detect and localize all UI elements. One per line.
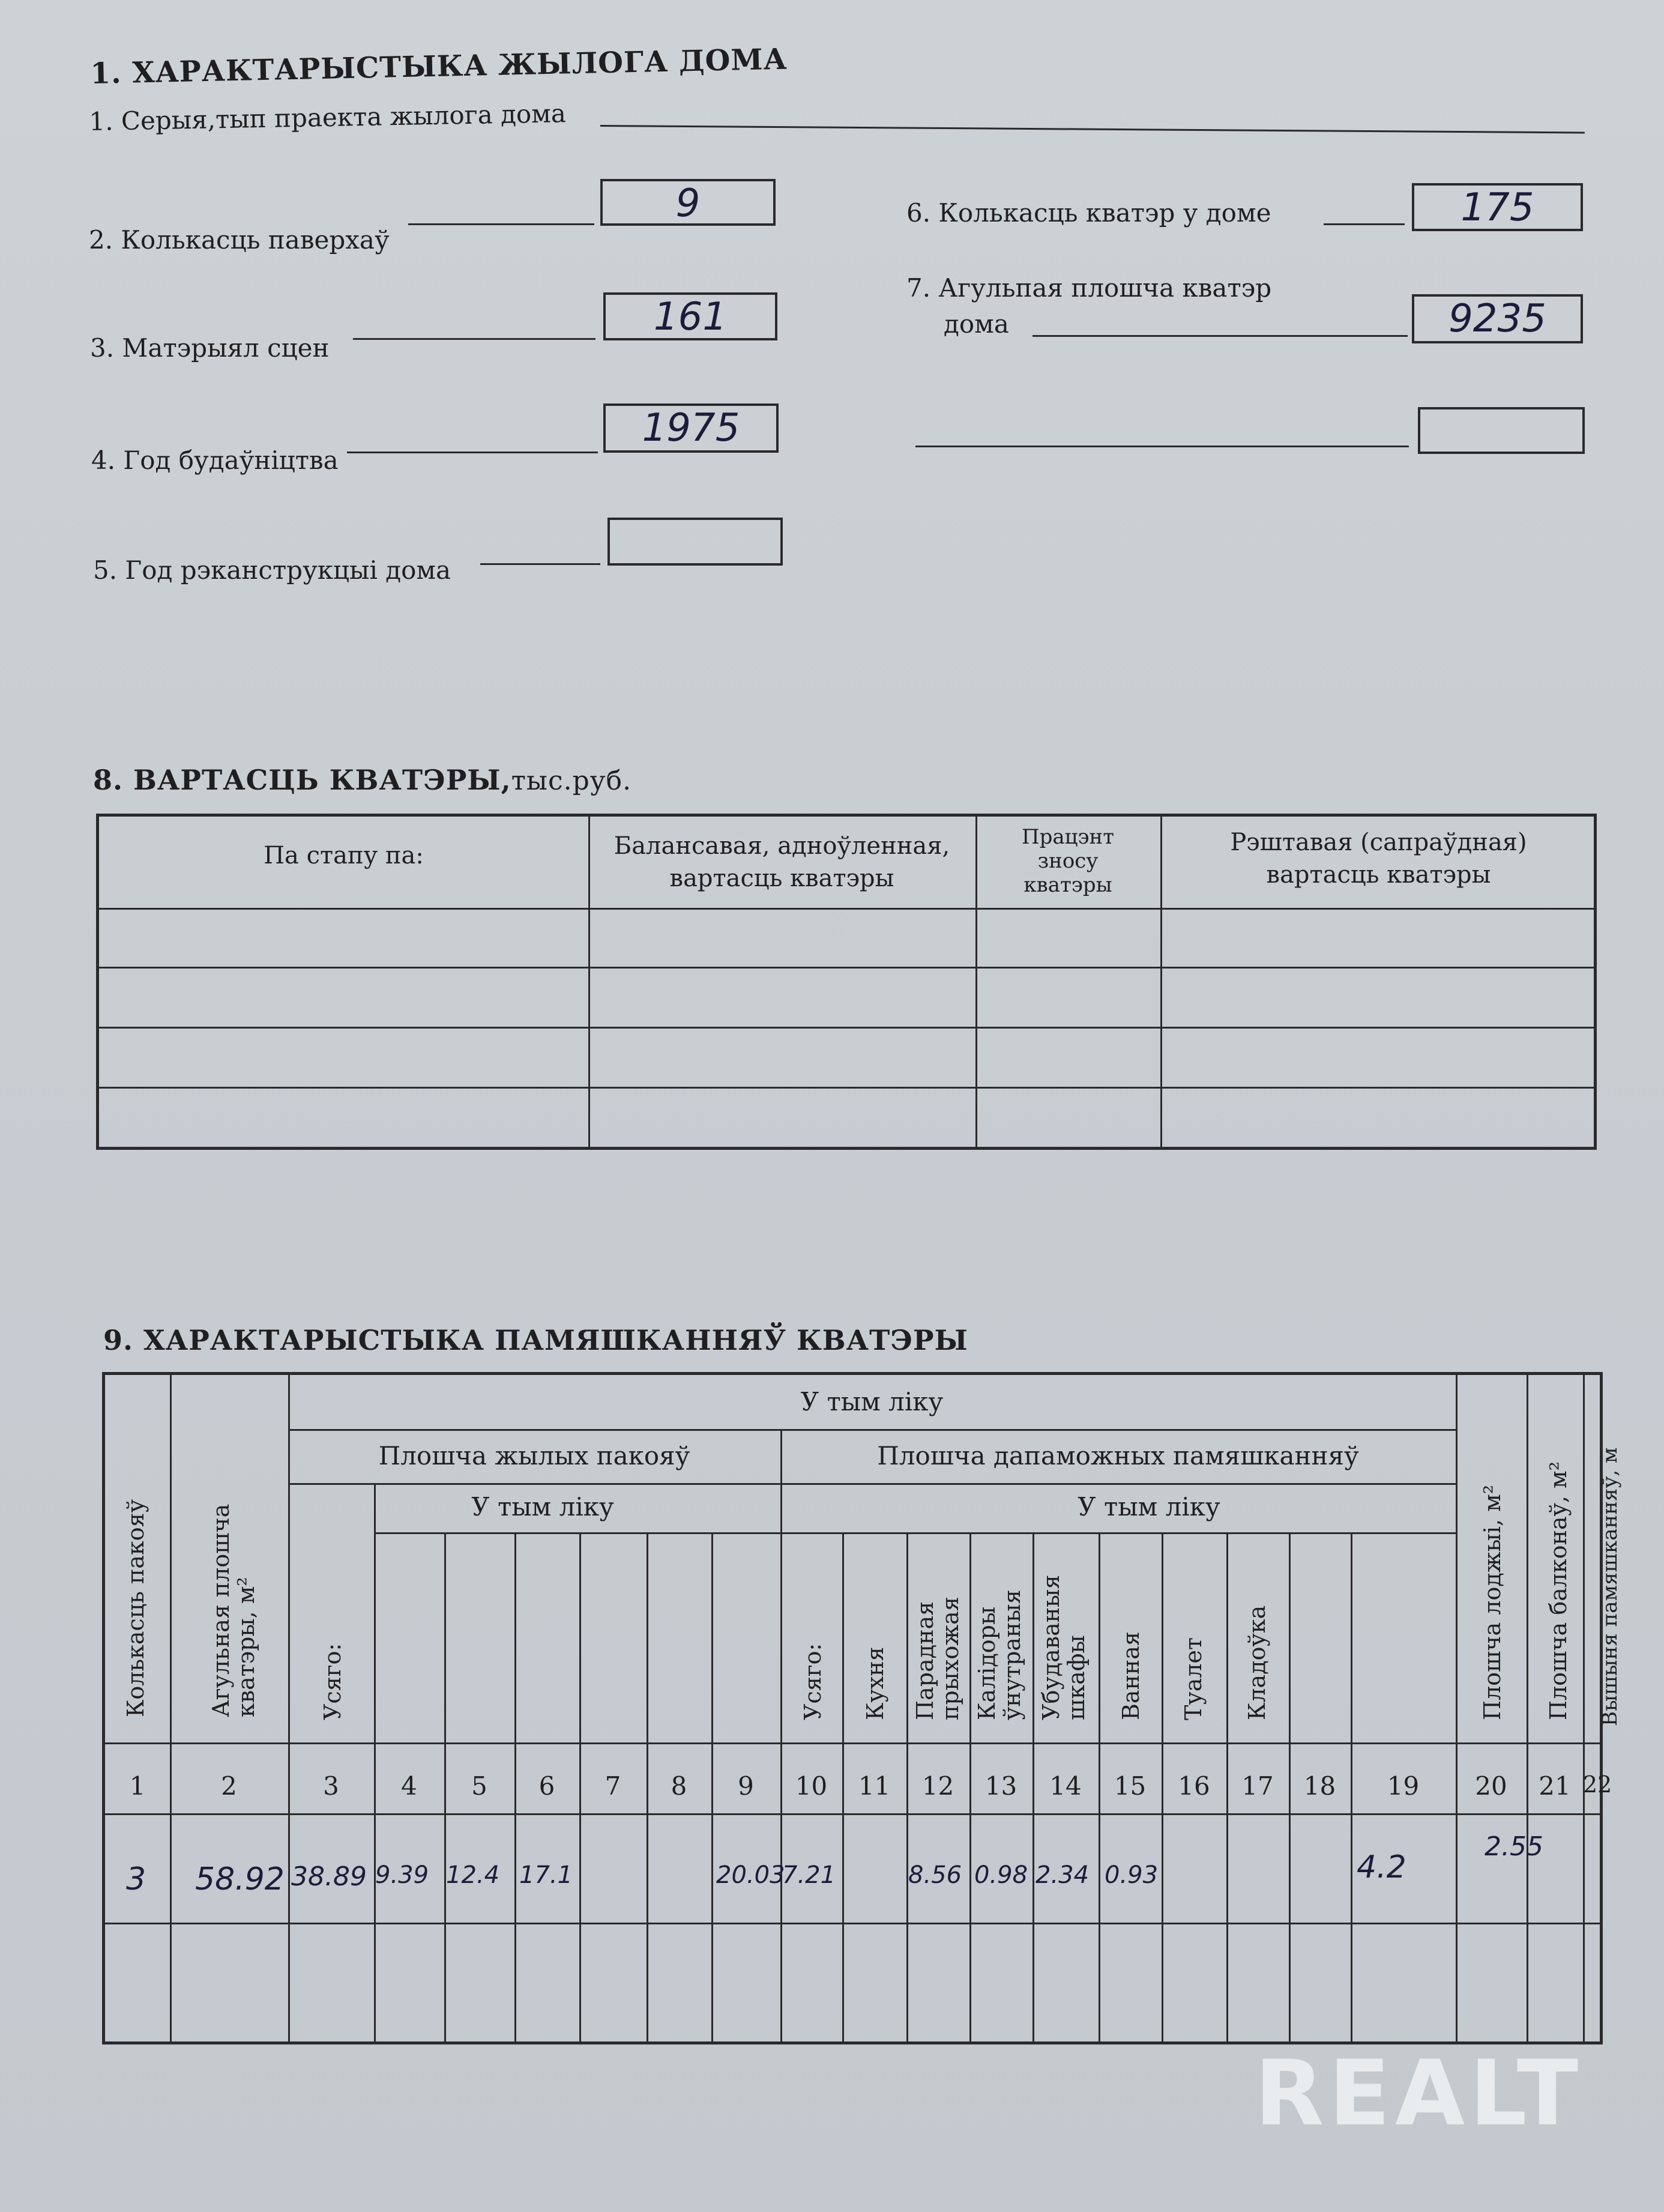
- living-area-header: Плошча жылых пакояў: [378, 1441, 690, 1470]
- col-num-8: 8: [671, 1771, 687, 1801]
- series-label: 1. Серыя,тып праекта жылога дома: [89, 98, 567, 136]
- col-height-header: Вышыня памяшканняў, м: [1598, 1447, 1622, 1726]
- flats-count-label: 6. Колькасць кватэр у доме: [906, 198, 1271, 228]
- living-in-total-header: У тым ліку: [471, 1492, 614, 1522]
- col-balance-line1: Балансавая, адноўленная,: [613, 832, 950, 860]
- total-area-label-2: дома: [944, 309, 1009, 339]
- col-num-17: 17: [1241, 1771, 1274, 1801]
- col-num-2: 2: [221, 1771, 237, 1801]
- row-bath-value[interactable]: 2.34: [1035, 1861, 1090, 1889]
- col-num-10: 10: [795, 1771, 828, 1801]
- total-area-label: 7. Агульпая плошча кватэр: [906, 273, 1272, 303]
- aux-in-total-header: У тым ліку: [1078, 1492, 1220, 1522]
- row-rooms-value[interactable]: 3: [126, 1861, 146, 1897]
- col-total-area-line2: кватэры, м²: [233, 1577, 259, 1717]
- section9-heading: 9. ХАРАКТАРЫСТЫКА ПАМЯШКАННЯЎ КВАТЭРЫ: [103, 1324, 968, 1356]
- col-pantry-header: Кладоўка: [1244, 1605, 1270, 1720]
- col-residual-header: [1160, 826, 1597, 891]
- col-closet-header: [1038, 1575, 1089, 1720]
- col-bath-header: Ванная: [1118, 1631, 1144, 1720]
- wall-material-label: 3. Матэрыял сцен: [90, 333, 330, 363]
- build-year-label: 4. Год будаўніцтва: [91, 446, 339, 475]
- col-wear-line3: кватэры: [1023, 873, 1112, 897]
- col-corridor-line1: Калідоры: [974, 1606, 1000, 1720]
- col-aux-total-header: Усяго:: [800, 1643, 826, 1720]
- total-area-line: [1032, 335, 1408, 337]
- wall-material-value: 161: [653, 295, 728, 339]
- total-area-box[interactable]: [1412, 294, 1583, 343]
- floors-label: 2. Колькасць паверхаў: [89, 225, 390, 255]
- wall-material-box[interactable]: [603, 292, 777, 340]
- row-height-value[interactable]: 2.55: [1485, 1831, 1543, 1862]
- col-num-7: 7: [604, 1771, 621, 1801]
- row-aux-total-value[interactable]: 20.03: [716, 1861, 785, 1889]
- col-hall-line2: прыхожая: [937, 1597, 963, 1720]
- col-hall-header: [912, 1597, 963, 1720]
- col-closet-line2: шкафы: [1063, 1635, 1090, 1720]
- col-num-9: 9: [738, 1771, 754, 1801]
- build-year-line: [347, 452, 598, 453]
- floors-value: 9: [675, 181, 701, 226]
- col-corridor-header: [974, 1589, 1025, 1720]
- col-num-12: 12: [921, 1771, 954, 1801]
- col-living-total-header: Усяго:: [319, 1643, 346, 1720]
- col-kitchen-header: Кухня: [862, 1646, 888, 1720]
- realt-watermark: REALT: [1255, 2041, 1584, 2146]
- aux-area-header: Плошча дапаможных памяшканняў: [877, 1441, 1359, 1470]
- col-closet-line1: Убудаваныя: [1038, 1574, 1064, 1720]
- col-wear-line1: Працэнт: [1021, 825, 1115, 849]
- col-num-20: 20: [1475, 1771, 1507, 1801]
- reconstruction-year-label: 5. Год рэканструкцыі дома: [93, 555, 451, 585]
- col-loggia-header: Плошча лоджыі, м²: [1479, 1484, 1506, 1720]
- total-area-value: 9235: [1448, 297, 1546, 341]
- build-year-box[interactable]: [603, 403, 779, 453]
- col-num-22: 22: [1583, 1771, 1612, 1798]
- reconstruction-year-line: [480, 563, 600, 565]
- col-corridor-line2: ўнутраныя: [999, 1589, 1025, 1720]
- col-num-16: 16: [1178, 1771, 1210, 1801]
- row-room1-value[interactable]: 9.39: [375, 1861, 429, 1889]
- row-closet-value[interactable]: 0.98: [974, 1861, 1028, 1889]
- section1-heading: 1. ХАРАКТАРЫСТЫКА ЖЫЛОГА ДОМА: [90, 42, 788, 91]
- build-year-value: 1975: [642, 406, 740, 450]
- col-total-area-line1: Агульная плошча: [208, 1503, 234, 1717]
- col-num-3: 3: [323, 1771, 339, 1801]
- col-num-11: 11: [858, 1771, 891, 1801]
- row-loggia-value[interactable]: 4.2: [1357, 1849, 1406, 1885]
- col-num-15: 15: [1114, 1771, 1147, 1801]
- rooms-table: [102, 1372, 1622, 2044]
- col-date-header: Па стапу па:: [264, 842, 424, 869]
- col-balcony-header: Плошча балконаў, м²: [1545, 1461, 1572, 1720]
- flats-count-box[interactable]: [1412, 183, 1583, 231]
- section8-heading: [93, 764, 632, 796]
- flats-count-value: 175: [1461, 186, 1534, 230]
- row-total-area-value[interactable]: 58.92: [195, 1861, 285, 1897]
- row-room2-value[interactable]: 12.4: [446, 1861, 500, 1889]
- floors-line: [408, 223, 594, 225]
- col-num-19: 19: [1387, 1771, 1420, 1801]
- wall-material-line: [353, 338, 595, 340]
- col-wear-header: [975, 825, 1160, 897]
- floors-box[interactable]: [600, 179, 776, 226]
- col-hall-line1: Парадная: [912, 1601, 938, 1720]
- col-num-6: 6: [538, 1771, 555, 1801]
- col-num-21: 21: [1539, 1771, 1571, 1801]
- col-residual-line2: вартасць кватэры: [1266, 861, 1491, 889]
- col-num-13: 13: [984, 1771, 1017, 1801]
- col-balance-header: [588, 830, 975, 895]
- col-wear-line2: зносу: [1037, 849, 1099, 873]
- col-toilet-header: Туалет: [1180, 1637, 1207, 1720]
- in-total-header: У тым ліку: [800, 1387, 944, 1416]
- row-room3-value[interactable]: 17.1: [519, 1861, 573, 1889]
- section8-heading-unit: тыс.руб.: [511, 766, 632, 796]
- col-num-4: 4: [401, 1771, 417, 1801]
- series-line[interactable]: [600, 125, 1585, 133]
- extra-line[interactable]: [915, 446, 1409, 447]
- reconstruction-year-box[interactable]: [607, 518, 783, 566]
- col-num-14: 14: [1049, 1771, 1082, 1801]
- section8-heading-main: 8. ВАРТАСЦЬ КВАТЭРЫ,: [93, 764, 511, 796]
- row-corridor-value[interactable]: 8.56: [908, 1861, 962, 1889]
- flats-count-line: [1324, 223, 1405, 225]
- col-num-1: 1: [129, 1771, 146, 1801]
- row-living-total-value[interactable]: 38.89: [291, 1861, 367, 1892]
- row-kitchen-value[interactable]: 7.21: [782, 1861, 836, 1889]
- col-num-18: 18: [1303, 1771, 1336, 1801]
- col-balance-line2: вартасць кватэры: [669, 865, 894, 892]
- col-total-area-header: [208, 1504, 259, 1717]
- value-table: [96, 814, 1597, 1150]
- extra-box[interactable]: [1418, 407, 1585, 454]
- col-num-5: 5: [471, 1771, 487, 1801]
- col-rooms-header: Колькасць пакояў: [122, 1499, 149, 1717]
- col-residual-line1: Рэштавая (сапраўдная): [1230, 829, 1527, 856]
- row-toilet-value[interactable]: 0.93: [1105, 1861, 1159, 1889]
